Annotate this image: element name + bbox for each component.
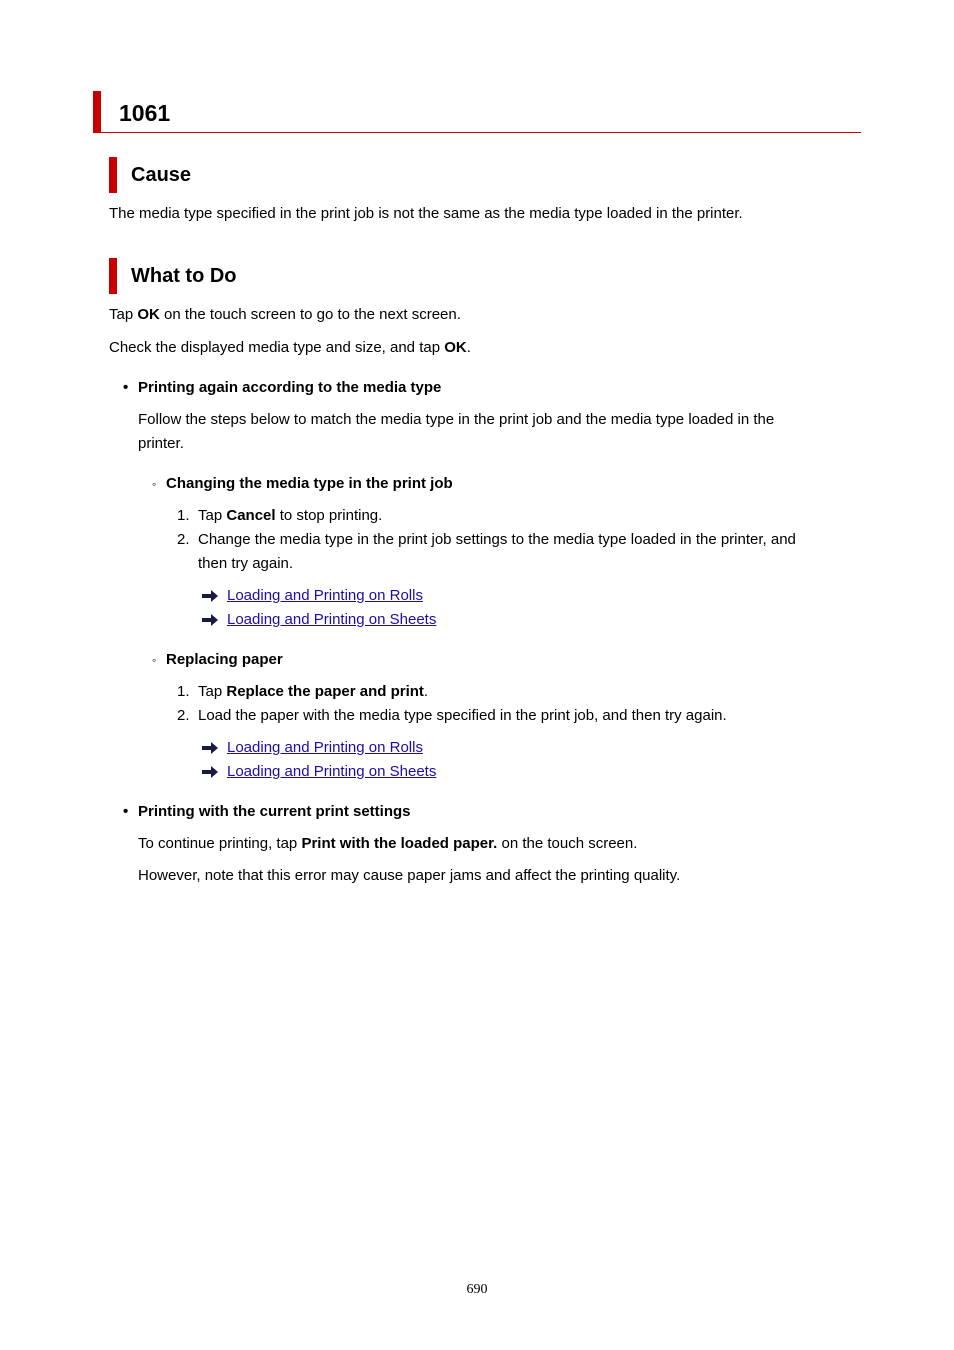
what-to-do-heading: What to Do — [131, 265, 237, 287]
section-a-title: Printing again according to the media type — [138, 379, 442, 396]
cause-text: The media type specified in the print job is not the same as the media type loaded in the printer. — [109, 205, 743, 222]
section-a-desc-line-1: Follow the steps below to match the media type in the print job and the media type loaded in the — [138, 411, 775, 428]
link-loading-sheets[interactable]: Loading and Printing on Sheets — [227, 611, 437, 628]
section-a-desc-line-2: printer. — [138, 435, 184, 452]
sub1-step1-number: 1. — [177, 507, 190, 524]
sub1-step2-line-2: then try again. — [198, 555, 294, 572]
sub1-step2-number: 2. — [177, 531, 190, 548]
right-arrow-icon — [202, 614, 218, 626]
sub1-step1: Tap Cancel to stop printing. — [198, 507, 383, 524]
right-arrow-icon — [202, 766, 218, 778]
sub2-step2-number: 2. — [177, 707, 190, 724]
sub-bullet-marker: ◦ — [152, 653, 157, 667]
sub-bullet-marker: ◦ — [152, 477, 157, 491]
sub1-title: Changing the media type in the print job — [166, 475, 453, 492]
bullet-marker: • — [123, 803, 129, 820]
sub2-step2: Load the paper with the media type specified in the print job, and then try again. — [198, 707, 727, 724]
right-arrow-icon — [202, 590, 218, 602]
bullet-marker: • — [123, 379, 129, 396]
section-b-title: Printing with the current print settings — [138, 803, 411, 820]
cause-heading: Cause — [131, 164, 192, 186]
cause-heading-bar — [109, 157, 117, 193]
page-title-frame — [93, 91, 861, 133]
page-title: 1061 — [119, 100, 171, 126]
link-loading-rolls[interactable]: Loading and Printing on Rolls — [227, 587, 423, 604]
sub2-step1-number: 1. — [177, 683, 190, 700]
what-to-do-heading-bar — [109, 258, 117, 294]
sub2-title: Replacing paper — [166, 651, 283, 668]
section-b-paragraph-1: To continue printing, tap Print with the loaded paper. on the touch screen. — [138, 835, 638, 852]
right-arrow-icon — [202, 742, 218, 754]
section-b-paragraph-2: However, note that this error may cause paper jams and affect the printing quality. — [138, 867, 681, 884]
link-loading-sheets[interactable]: Loading and Printing on Sheets — [227, 763, 437, 780]
link-loading-rolls[interactable]: Loading and Printing on Rolls — [227, 739, 423, 756]
page-number: 690 — [466, 1282, 488, 1297]
what-to-do-paragraph-2: Check the displayed media type and size, and tap OK. — [109, 339, 471, 356]
sub1-step2-line-1: Change the media type in the print job settings to the media type loaded in the printer, and — [198, 531, 796, 548]
what-to-do-paragraph-1: Tap OK on the touch screen to go to the next screen. — [109, 306, 461, 323]
sub2-step1: Tap Replace the paper and print. — [198, 683, 429, 700]
